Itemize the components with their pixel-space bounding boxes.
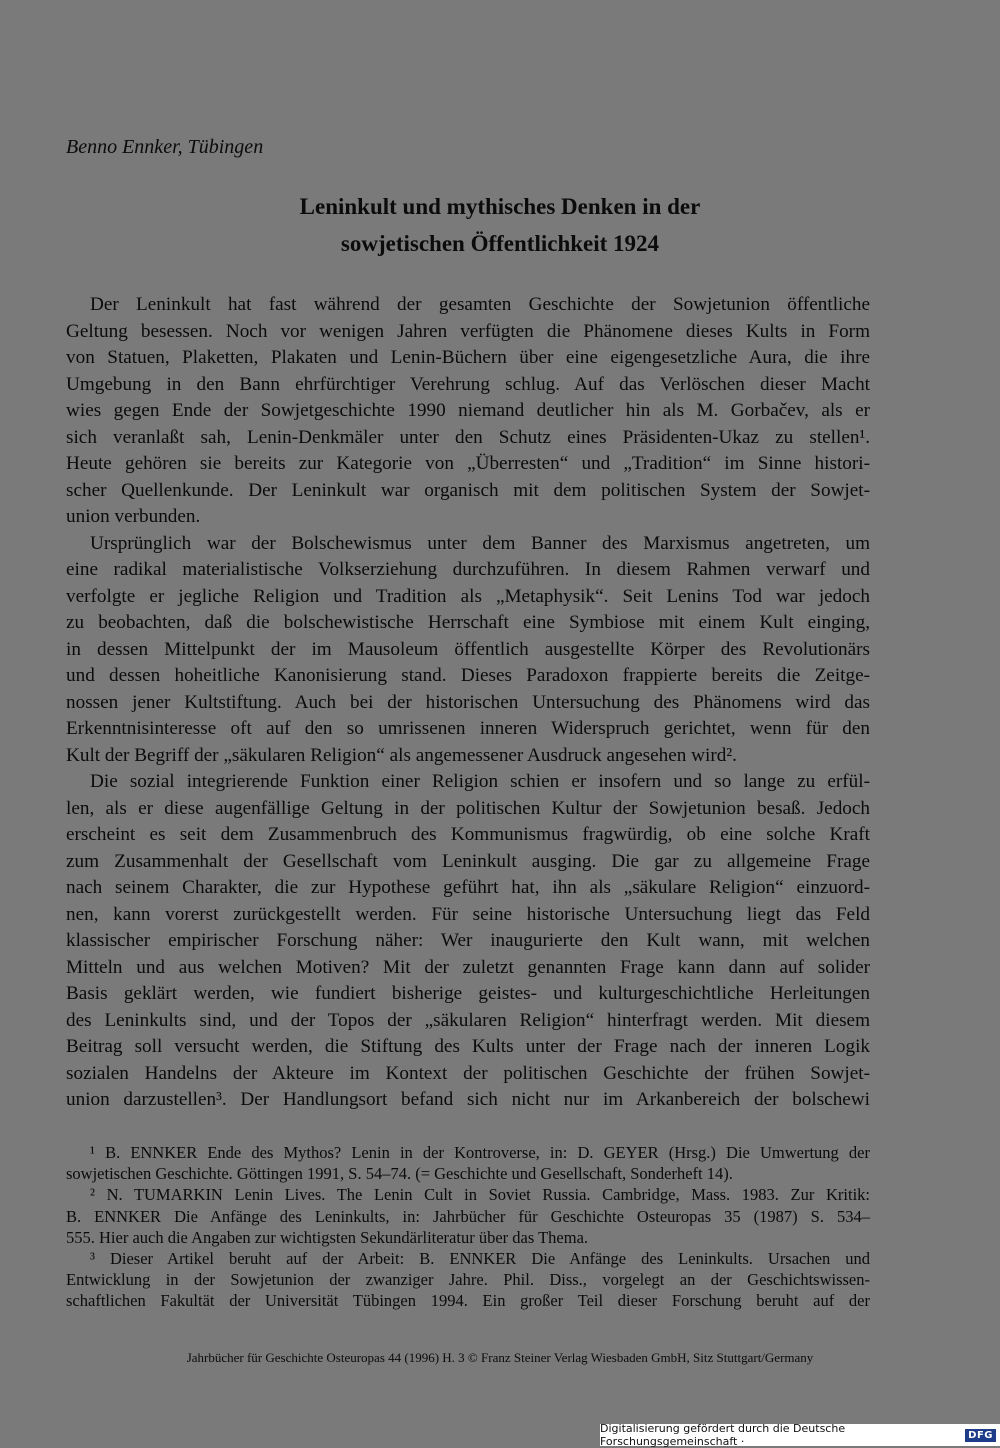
text-line: schaftlichen Fakultät der Universität Tübingen 1994. Ein großer Teil dieser Forschung beruht auf der [66,1291,870,1311]
text-line: sozialen Handelns der Akteure im Kontext der politischen Geschichte der frühen Sowjet- [66,1062,870,1084]
text-line: ¹ B. ENNKER Ende des Mythos? Lenin in der Kontroverse, in: D. GEYER (Hrsg.) Die Umwertung der [90,1143,870,1162]
article-title [60,188,940,262]
text-line: Basis geklärt werden, wie fundiert bisherige geistes- und kulturgeschichtliche Herleitungen [66,983,870,1004]
paragraph-1 [66,292,870,531]
text-line: Erkenntnisinteresse oft auf den so umrissenen inneren Widerspruch gerichtet, wenn für den [66,718,870,739]
text-line: len, als er diese augenfällige Geltung in der politischen Kultur der Sowjetunion besaß. Jedoch [66,797,870,819]
text-line: Ursprünglich war der Bolschewismus unter dem Banner des Marxismus angetreten, um [90,532,870,554]
text-line: sowjetischen Geschichte. Göttingen 1991, S. 54–74. (= Geschichte und Gesellschaft, Sonderheft 14). [66,1164,733,1184]
journal-footer: Jahrbücher für Geschichte Osteuropas 44 (1996) H. 3 © Franz Steiner Verlag Wiesbaden GmbH, Sitz Stuttgart/Germany [186,1350,814,1365]
text-line: Die sozial integrierende Funktion einer Religion schien er insofern und so lange zu erfül- [90,771,870,792]
text-line: union verbunden. [66,506,201,527]
text-line: und dessen hoheitliche Kanonisierung stand. Dieses Paradoxon frappierte bereits die Zeitge- [66,665,870,686]
text-line: klassischer empirischer Forschung näher: Wer inaugurierte den Kult wann, mit welchen [66,930,870,951]
text-line: in dessen Mittelpunkt der im Mausoleum öffentlich ausgestellte Körper des Revolutionärs [66,638,870,660]
text-line: von Statuen, Plaketten, Plakaten und Lenin-Büchern über eine eigengesetzliche Aura, die ihre [66,347,870,368]
text-line: Umgebung in den Bann ehrfürchtiger Verehrung schlug. Auf das Verlöschen dieser Macht [66,373,870,395]
text-line: nossen jener Kultstiftung. Auch bei der historischen Untersuchung des Phänomens wird das [66,691,870,713]
text-line: erscheint es seit dem Zusammenbruch des Kommunismus fragwürdig, ob eine solche Kraft [66,824,870,845]
footnotes [66,1142,870,1312]
footnote-3 [66,1248,870,1312]
text-line: ³ Dieser Artikel beruht auf der Arbeit: B. ENNKER Die Anfänge des Leninkults. Ursachen und [90,1249,870,1269]
text-line: Der Leninkult hat fast während der gesamten Geschichte der Sowjetunion öffentliche [90,294,870,315]
paragraph-2 [66,531,870,770]
text-line: scher Quellenkunde. Der Leninkult war organisch mit dem politischen System der Sowjet- [66,479,870,501]
text-line: Entwicklung in der Sowjetunion der zwanziger Jahre. Phil. Diss., vorgelegt an der Geschichtswissen- [66,1270,870,1290]
text-line: B. ENNKER Die Anfänge des Leninkults, in: Jahrbücher für Geschichte Osteuropas 35 (1987) S. 534– [66,1206,870,1226]
dfg-logo: DFG [965,1429,996,1442]
text-line: zu beobachten, daß die bolschewistische Herrschaft eine Symbiose mit einem Kult einging, [66,612,870,633]
paragraph-3 [66,769,870,1114]
text-line: Heute gehören sie bereits zur Kategorie von „Überresten“ und „Tradition“ im Sinne histori- [66,453,870,474]
text-line: Mitteln und aus welchen Motiven? Mit der zuletzt genannten Frage kann dann auf solider [66,956,870,978]
footnote-1 [66,1142,870,1184]
text-line: zum Zusammenhalt der Gesellschaft vom Leninkult ausging. Die gar zu allgemeine Frage [66,850,870,872]
text-line: wies gegen Ende der Sowjetgeschichte 1990 niemand deutlicher hin als M. Gorbačev, als er [66,400,870,421]
digitization-bar [600,1424,1000,1446]
text-line: verfolgte er jegliche Religion und Tradition als „Metaphysik“. Seit Lenins Tod war jedoch [66,585,870,607]
digitization-text: Digitalisierung gefördert durch die Deutsche Forschungsgemeinschaft · [600,1422,846,1448]
author-line: Benno Ennker, Tübingen [66,136,264,158]
text-line: Geltung besessen. Noch vor wenigen Jahren verfügten die Phänomene dieses Kults in Form [66,320,870,342]
text-line: Kult der Begriff der „säkularen Religion“ als angemessener Ausdruck angesehen wird². [66,744,737,766]
text-line: union darzustellen³. Der Handlungsort befand sich nicht nur im Arkanbereich der bolschewi [66,1089,870,1110]
text-line: nach seinem Charakter, die zur Hypothese geführt hat, ihn als „säkulare Religion“ einzuord- [66,877,870,898]
text-line: nen, kann vorerst zurückgestellt werden. Für seine historische Untersuchung liegt das Feld [66,903,870,925]
text-line: eine radikal materialistische Volkserziehung durchzuführen. In diesem Rahmen verwarf und [66,559,870,580]
text-line: des Leninkults sind, und der Topos der „säkularen Religion“ hinterfragt werden. Mit diesem [66,1009,870,1031]
text-line: 555. Hier auch die Angaben zur wichtigsten Sekundärliteratur über das Thema. [66,1227,589,1247]
article-body [66,292,870,1114]
text-line: Beitrag soll versucht werden, die Stiftung des Kults unter der Frage nach der inneren Logik [66,1036,870,1057]
title-line-2: sowjetischen Öffentlichkeit 1924 [340,231,660,256]
text-line: ² N. TUMARKIN Lenin Lives. The Lenin Cult in Soviet Russia. Cambridge, Mass. 1983. Zur Kritik: [90,1185,870,1205]
footnote-2 [66,1184,870,1248]
title-line-1: Leninkult und mythisches Denken in der [299,194,701,219]
text-line: sich veranlaßt sah, Lenin-Denkmäler unter den Schutz eines Präsidenten-Ukaz zu stellen¹. [66,426,870,448]
